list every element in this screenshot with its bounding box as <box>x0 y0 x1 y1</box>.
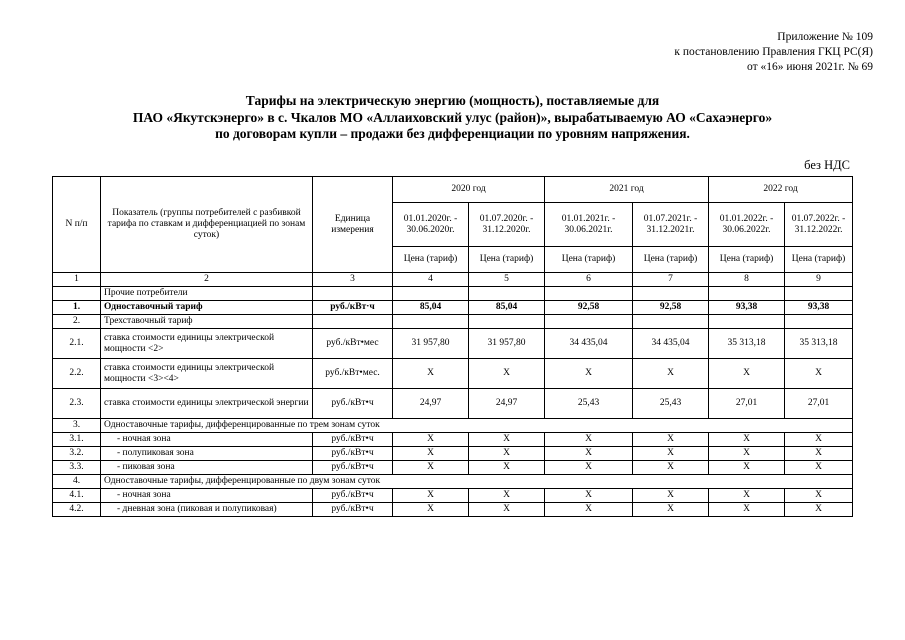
column-number: 4 <box>393 273 469 287</box>
price-cell: X <box>785 503 853 517</box>
price-cell: 31 957,80 <box>469 329 545 359</box>
price-cell: X <box>545 447 633 461</box>
header-price: Цена (тариф) <box>709 247 785 273</box>
row-number <box>53 287 101 301</box>
row-number: 2.1. <box>53 329 101 359</box>
price-cell: X <box>633 461 709 475</box>
empty-cell <box>633 315 709 329</box>
column-number: 7 <box>633 273 709 287</box>
price-cell: X <box>469 447 545 461</box>
header-row-years <box>53 177 853 203</box>
row-label: Одноставочные тарифы, дифференцированные по трем зонам суток <box>101 419 853 433</box>
empty-cell <box>709 315 785 329</box>
column-number: 3 <box>313 273 393 287</box>
row-number: 2.2. <box>53 359 101 389</box>
price-cell: X <box>785 489 853 503</box>
header-period: 01.01.2022г. - 30.06.2022г. <box>709 203 785 247</box>
price-cell: X <box>785 461 853 475</box>
row-label: Трехставочный тариф <box>101 315 313 329</box>
header-num: N п/п <box>53 177 101 273</box>
row-label: Прочие потребители <box>101 287 313 301</box>
row-unit: руб./кВт•ч <box>313 389 393 419</box>
document-title <box>0 93 905 143</box>
empty-cell <box>545 315 633 329</box>
price-cell: X <box>709 489 785 503</box>
header-period: 01.01.2020г. - 30.06.2020г. <box>393 203 469 247</box>
row-label: ставка стоимости единицы электрической мощности <2> <box>101 329 313 359</box>
price-cell: 27,01 <box>709 389 785 419</box>
empty-cell <box>313 287 393 301</box>
header-price: Цена (тариф) <box>633 247 709 273</box>
price-cell: X <box>469 461 545 475</box>
price-cell: X <box>785 359 853 389</box>
price-cell: 31 957,80 <box>393 329 469 359</box>
empty-cell <box>785 315 853 329</box>
table-row <box>53 461 853 475</box>
row-number: 4. <box>53 475 101 489</box>
price-cell: X <box>545 359 633 389</box>
price-cell: 24,97 <box>469 389 545 419</box>
price-cell: X <box>393 461 469 475</box>
header-price: Цена (тариф) <box>393 247 469 273</box>
price-cell: 85,04 <box>393 301 469 315</box>
price-cell: 35 313,18 <box>709 329 785 359</box>
empty-cell <box>709 287 785 301</box>
column-number: 5 <box>469 273 545 287</box>
price-cell: 92,58 <box>545 301 633 315</box>
price-cell: 93,38 <box>785 301 853 315</box>
empty-cell <box>545 287 633 301</box>
price-cell: X <box>393 359 469 389</box>
row-label: Одноставочные тарифы, дифференцированные по двум зонам суток <box>101 475 853 489</box>
price-cell: X <box>633 433 709 447</box>
vat-note: без НДС <box>804 158 850 172</box>
price-cell: X <box>633 359 709 389</box>
row-unit: руб./кВт•ч <box>313 433 393 447</box>
row-number: 3.3. <box>53 461 101 475</box>
row-unit: руб./кВт•ч <box>313 503 393 517</box>
row-unit: руб./кВт•ч <box>313 461 393 475</box>
column-number: 8 <box>709 273 785 287</box>
price-cell: X <box>469 359 545 389</box>
price-cell: X <box>469 489 545 503</box>
table-row <box>53 503 853 517</box>
row-unit: руб./кВт•ч <box>313 447 393 461</box>
price-cell: X <box>633 489 709 503</box>
header-unit: Единица измерения <box>313 177 393 273</box>
price-cell: 25,43 <box>633 389 709 419</box>
row-number: 3.1. <box>53 433 101 447</box>
row-label: - ночная зона <box>101 433 313 447</box>
header-period: 01.01.2021г. - 30.06.2021г. <box>545 203 633 247</box>
row-number: 4.2. <box>53 503 101 517</box>
empty-cell <box>469 315 545 329</box>
price-cell: 25,43 <box>545 389 633 419</box>
price-cell: X <box>709 359 785 389</box>
title-line: по договорам купли – продажи без дифференциации по уровням напряжения. <box>215 126 690 141</box>
price-cell: X <box>633 503 709 517</box>
table-row <box>53 287 853 301</box>
table-row <box>53 329 853 359</box>
price-cell: 85,04 <box>469 301 545 315</box>
header-indicator: Показатель (группы потребителей с разбивкой тарифа по ставкам и дифференциацией по зонам суток) <box>101 177 313 273</box>
price-cell: 93,38 <box>709 301 785 315</box>
price-cell: X <box>469 433 545 447</box>
header-year: 2020 год <box>393 177 545 203</box>
table-row <box>53 359 853 389</box>
price-cell: 92,58 <box>633 301 709 315</box>
empty-cell <box>785 287 853 301</box>
price-cell: 27,01 <box>785 389 853 419</box>
title-line: ПАО «Якутскэнерго» в с. Чкалов МО «Аллаиховский улус (район)», вырабатываемую АО «Сахаэнерго» <box>132 109 773 125</box>
price-cell: 24,97 <box>393 389 469 419</box>
column-number: 9 <box>785 273 853 287</box>
table-row <box>53 475 853 489</box>
row-unit: руб./кВт•мес <box>313 329 393 359</box>
empty-cell <box>313 315 393 329</box>
price-cell: X <box>709 447 785 461</box>
price-cell: X <box>469 503 545 517</box>
header-price: Цена (тариф) <box>469 247 545 273</box>
price-cell: X <box>709 433 785 447</box>
price-cell: X <box>545 489 633 503</box>
table-row <box>53 315 853 329</box>
row-label: ставка стоимости единицы электрической мощности <3><4> <box>101 359 313 389</box>
row-number: 3.2. <box>53 447 101 461</box>
price-cell: X <box>633 447 709 461</box>
row-unit: руб./кВт·ч <box>313 301 393 315</box>
table-row <box>53 489 853 503</box>
table-row <box>53 301 853 315</box>
header-price: Цена (тариф) <box>785 247 853 273</box>
empty-cell <box>393 315 469 329</box>
appendix-line: к постановлению Правления ГКЦ РС(Я) <box>674 46 873 58</box>
price-cell: 34 435,04 <box>633 329 709 359</box>
price-cell: X <box>709 503 785 517</box>
row-label: - ночная зона <box>101 489 313 503</box>
appendix-line: Приложение № 109 <box>777 31 873 43</box>
header-year: 2021 год <box>545 177 709 203</box>
appendix-header <box>674 30 873 75</box>
table-row <box>53 447 853 461</box>
empty-cell <box>393 287 469 301</box>
header-period: 01.07.2021г. - 31.12.2021г. <box>633 203 709 247</box>
row-number: 3. <box>53 419 101 433</box>
price-cell: X <box>393 503 469 517</box>
row-label: Одноставочный тариф <box>101 301 313 315</box>
empty-cell <box>469 287 545 301</box>
header-period: 01.07.2022г. - 31.12.2022г. <box>785 203 853 247</box>
header-price: Цена (тариф) <box>545 247 633 273</box>
price-cell: X <box>709 461 785 475</box>
header-period: 01.07.2020г. - 31.12.2020г. <box>469 203 545 247</box>
price-cell: X <box>785 433 853 447</box>
row-label: - пиковая зона <box>101 461 313 475</box>
table-row <box>53 419 853 433</box>
row-number: 4.1. <box>53 489 101 503</box>
column-number: 2 <box>101 273 313 287</box>
row-unit: руб./кВт•ч <box>313 489 393 503</box>
header-year: 2022 год <box>709 177 853 203</box>
table-row <box>53 389 853 419</box>
price-cell: X <box>393 433 469 447</box>
price-cell: X <box>785 447 853 461</box>
price-cell: X <box>545 503 633 517</box>
row-unit: руб./кВт•мес. <box>313 359 393 389</box>
tariff-table <box>52 176 853 517</box>
appendix-line: от «16» июня 2021г. № 69 <box>747 61 873 73</box>
price-cell: X <box>545 461 633 475</box>
table-row <box>53 433 853 447</box>
column-number-row <box>53 273 853 287</box>
price-cell: 35 313,18 <box>785 329 853 359</box>
empty-cell <box>633 287 709 301</box>
price-cell: X <box>545 433 633 447</box>
row-number: 2. <box>53 315 101 329</box>
title-line: Тарифы на электрическую энергию (мощность), поставляемые для <box>245 93 660 108</box>
row-label: ставка стоимости единицы электрической энергии <box>101 389 313 419</box>
row-label: - дневная зона (пиковая и полупиковая) <box>101 503 313 517</box>
price-cell: X <box>393 447 469 461</box>
column-number: 1 <box>53 273 101 287</box>
column-number: 6 <box>545 273 633 287</box>
price-cell: 34 435,04 <box>545 329 633 359</box>
row-number: 1. <box>53 301 101 315</box>
price-cell: X <box>393 489 469 503</box>
row-number: 2.3. <box>53 389 101 419</box>
row-label: - полупиковая зона <box>101 447 313 461</box>
